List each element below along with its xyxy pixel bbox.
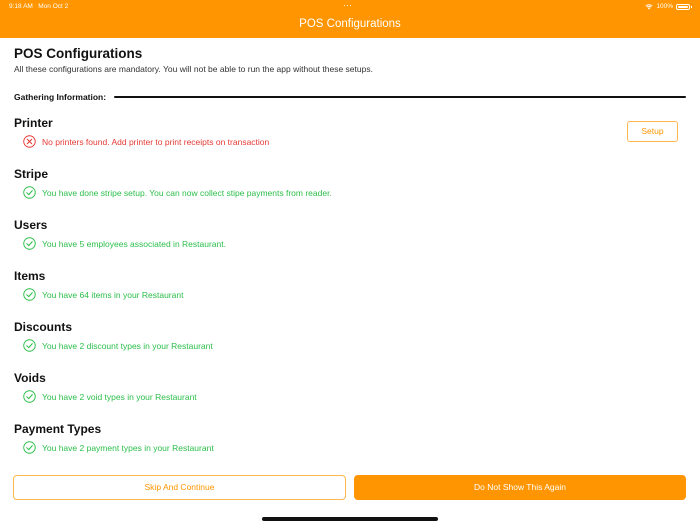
page-subtitle: All these configurations are mandatory. You will not be able to run the app without these setups. — [14, 64, 373, 74]
config-section-users — [14, 218, 686, 258]
gathering-progress — [14, 91, 686, 103]
check-icon — [23, 390, 36, 403]
section-title: Payment Types — [14, 422, 102, 436]
check-icon — [23, 339, 36, 352]
config-section-printer — [14, 116, 686, 156]
section-status — [23, 237, 226, 250]
error-icon — [23, 135, 36, 148]
section-message: No printers found. Add printer to print receipts on transaction — [42, 136, 270, 147]
config-section-stripe — [14, 167, 686, 207]
section-title: Stripe — [14, 167, 49, 181]
printer-setup-button[interactable]: Setup — [627, 121, 678, 142]
section-title: Users — [14, 218, 48, 232]
section-status — [23, 288, 183, 301]
battery-icon — [676, 4, 690, 10]
config-section-items — [14, 269, 686, 309]
section-status — [23, 135, 269, 148]
page-title: POS Configurations — [14, 46, 143, 61]
check-icon — [23, 288, 36, 301]
skip-and-continue-button[interactable]: Skip And Continue — [13, 475, 346, 500]
section-message: You have 2 void types in your Restaurant — [42, 391, 197, 402]
section-message: You have 2 payment types in your Restaurant — [42, 442, 214, 453]
section-message: You have done stripe setup. You can now collect stipe payments from reader. — [42, 187, 332, 198]
section-status — [23, 339, 213, 352]
gathering-label: Gathering Information: — [14, 92, 107, 102]
status-indicators — [645, 3, 690, 10]
nav-header — [0, 0, 700, 38]
wifi-icon — [645, 4, 653, 10]
section-message: You have 5 employees associated in Restaurant. — [42, 238, 226, 249]
section-title: Voids — [14, 371, 46, 385]
home-indicator[interactable] — [262, 517, 438, 521]
config-section-payment-types — [14, 422, 686, 462]
config-section-voids — [14, 371, 686, 411]
section-title: Printer — [14, 116, 53, 130]
gathering-progress-bar — [114, 96, 686, 98]
status-time: 9:18 AM Mon Oct 2 — [9, 3, 69, 10]
check-icon — [23, 441, 36, 454]
check-icon — [23, 186, 36, 199]
header-title: POS Configurations — [299, 18, 401, 30]
section-title: Items — [14, 269, 46, 283]
do-not-show-again-button[interactable]: Do Not Show This Again — [354, 475, 686, 500]
multitasking-dots[interactable]: ··· — [343, 0, 352, 10]
check-icon — [23, 237, 36, 250]
section-message: You have 2 discount types in your Restaurant — [42, 340, 213, 351]
section-message: You have 64 items in your Restaurant — [42, 289, 184, 300]
section-status — [23, 390, 197, 403]
section-status — [23, 186, 332, 199]
config-section-discounts — [14, 320, 686, 360]
section-status — [23, 441, 214, 454]
battery-percent: 100% — [656, 3, 673, 10]
section-title: Discounts — [14, 320, 73, 334]
status-bar — [0, 0, 700, 12]
